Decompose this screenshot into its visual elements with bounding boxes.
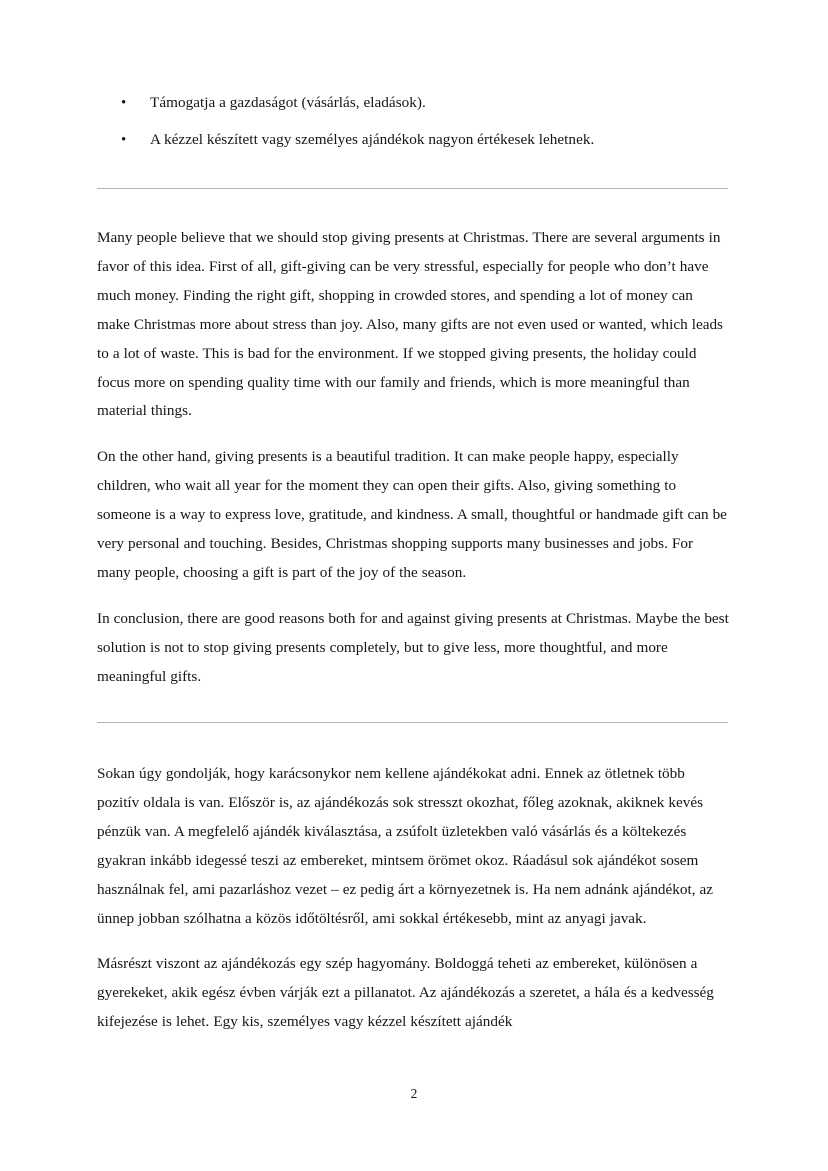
- list-item-text: A kézzel készített vagy személyes ajándékok nagyon értékesek lehetnek.: [150, 131, 595, 148]
- list-item: [97, 94, 729, 112]
- list-item-text: Támogatja a gazdaságot (vásárlás, eladások).: [150, 94, 426, 111]
- bullet-icon: •: [121, 95, 127, 111]
- hungarian-essay-section: [97, 760, 729, 1037]
- paragraph: In conclusion, there are good reasons both for and against giving presents at Christmas. Maybe the best solution is not to stop giving presents completely, but to give less, more thoughtful, and more meaningful gifts.: [97, 609, 729, 685]
- paragraph: On the other hand, giving presents is a beautiful tradition. It can make people happy, especially children, who wait all year for the moment they can open their gifts. Also, giving something to someone is a way to express love, gratitude, and kindness. A small, thoughtful or handmade gift can be very personal and touching. Besides, Christmas shopping supports many businesses and jobs. For many people, choosing a gift is part of the joy of the season.: [97, 448, 727, 581]
- bullet-list: [97, 94, 729, 168]
- paragraph: Sokan úgy gondolják, hogy karácsonykor nem kellene ajándékokat adni. Ennek az ötletnek több pozitív oldala is van. Először is, az ajándékozás sok stresszt okozhat, főleg azoknak, akiknek kevés pénzük van. A megfelelő ajándék kiválasztása, a zsúfolt üzletekben való vásárlás és a költekezés gyakran inkább idegessé teszi az embereket, mintsem örömet okoz. Ráadásul sok ajándékot sosem használnak fel, ami pazarláshoz vezet – ez pedig árt a környezetnek is. Ha nem adnánk ajándékot, az ünnep jobban szólhatna a közös időtöltésről, ami sokkal értékesebb, mint az anyagi javak.: [97, 765, 714, 927]
- page-number: 2: [410, 1086, 418, 1101]
- list-item: [97, 131, 729, 149]
- section-divider-top: [97, 188, 728, 189]
- bullet-icon: •: [121, 132, 127, 148]
- section-divider-middle: [97, 722, 728, 723]
- paragraph: Many people believe that we should stop giving presents at Christmas. There are several arguments in favor of this idea. First of all, gift-giving can be very stressful, especially for people who don’t have much money. Finding the right gift, shopping in crowded stores, and spending a lot of money can make Christmas more about stress than joy. Also, many gifts are not even used or wanted, which leads to a lot of waste. This is bad for the environment. If we stopped giving presents, the holiday could focus more on spending quality time with our family and friends, which is more meaningful than material things.: [97, 229, 723, 420]
- english-essay-section: [97, 224, 729, 692]
- paragraph: Másrészt viszont az ajándékozás egy szép hagyomány. Boldoggá teheti az embereket, különösen a gyerekeket, akik egész évben várják ezt a pillanatot. Az ajándékozás a szeretet, a hála és a kedvesség kifejezése is lehet. Egy kis, személyes vagy kézzel készített ajándék: [97, 955, 714, 1031]
